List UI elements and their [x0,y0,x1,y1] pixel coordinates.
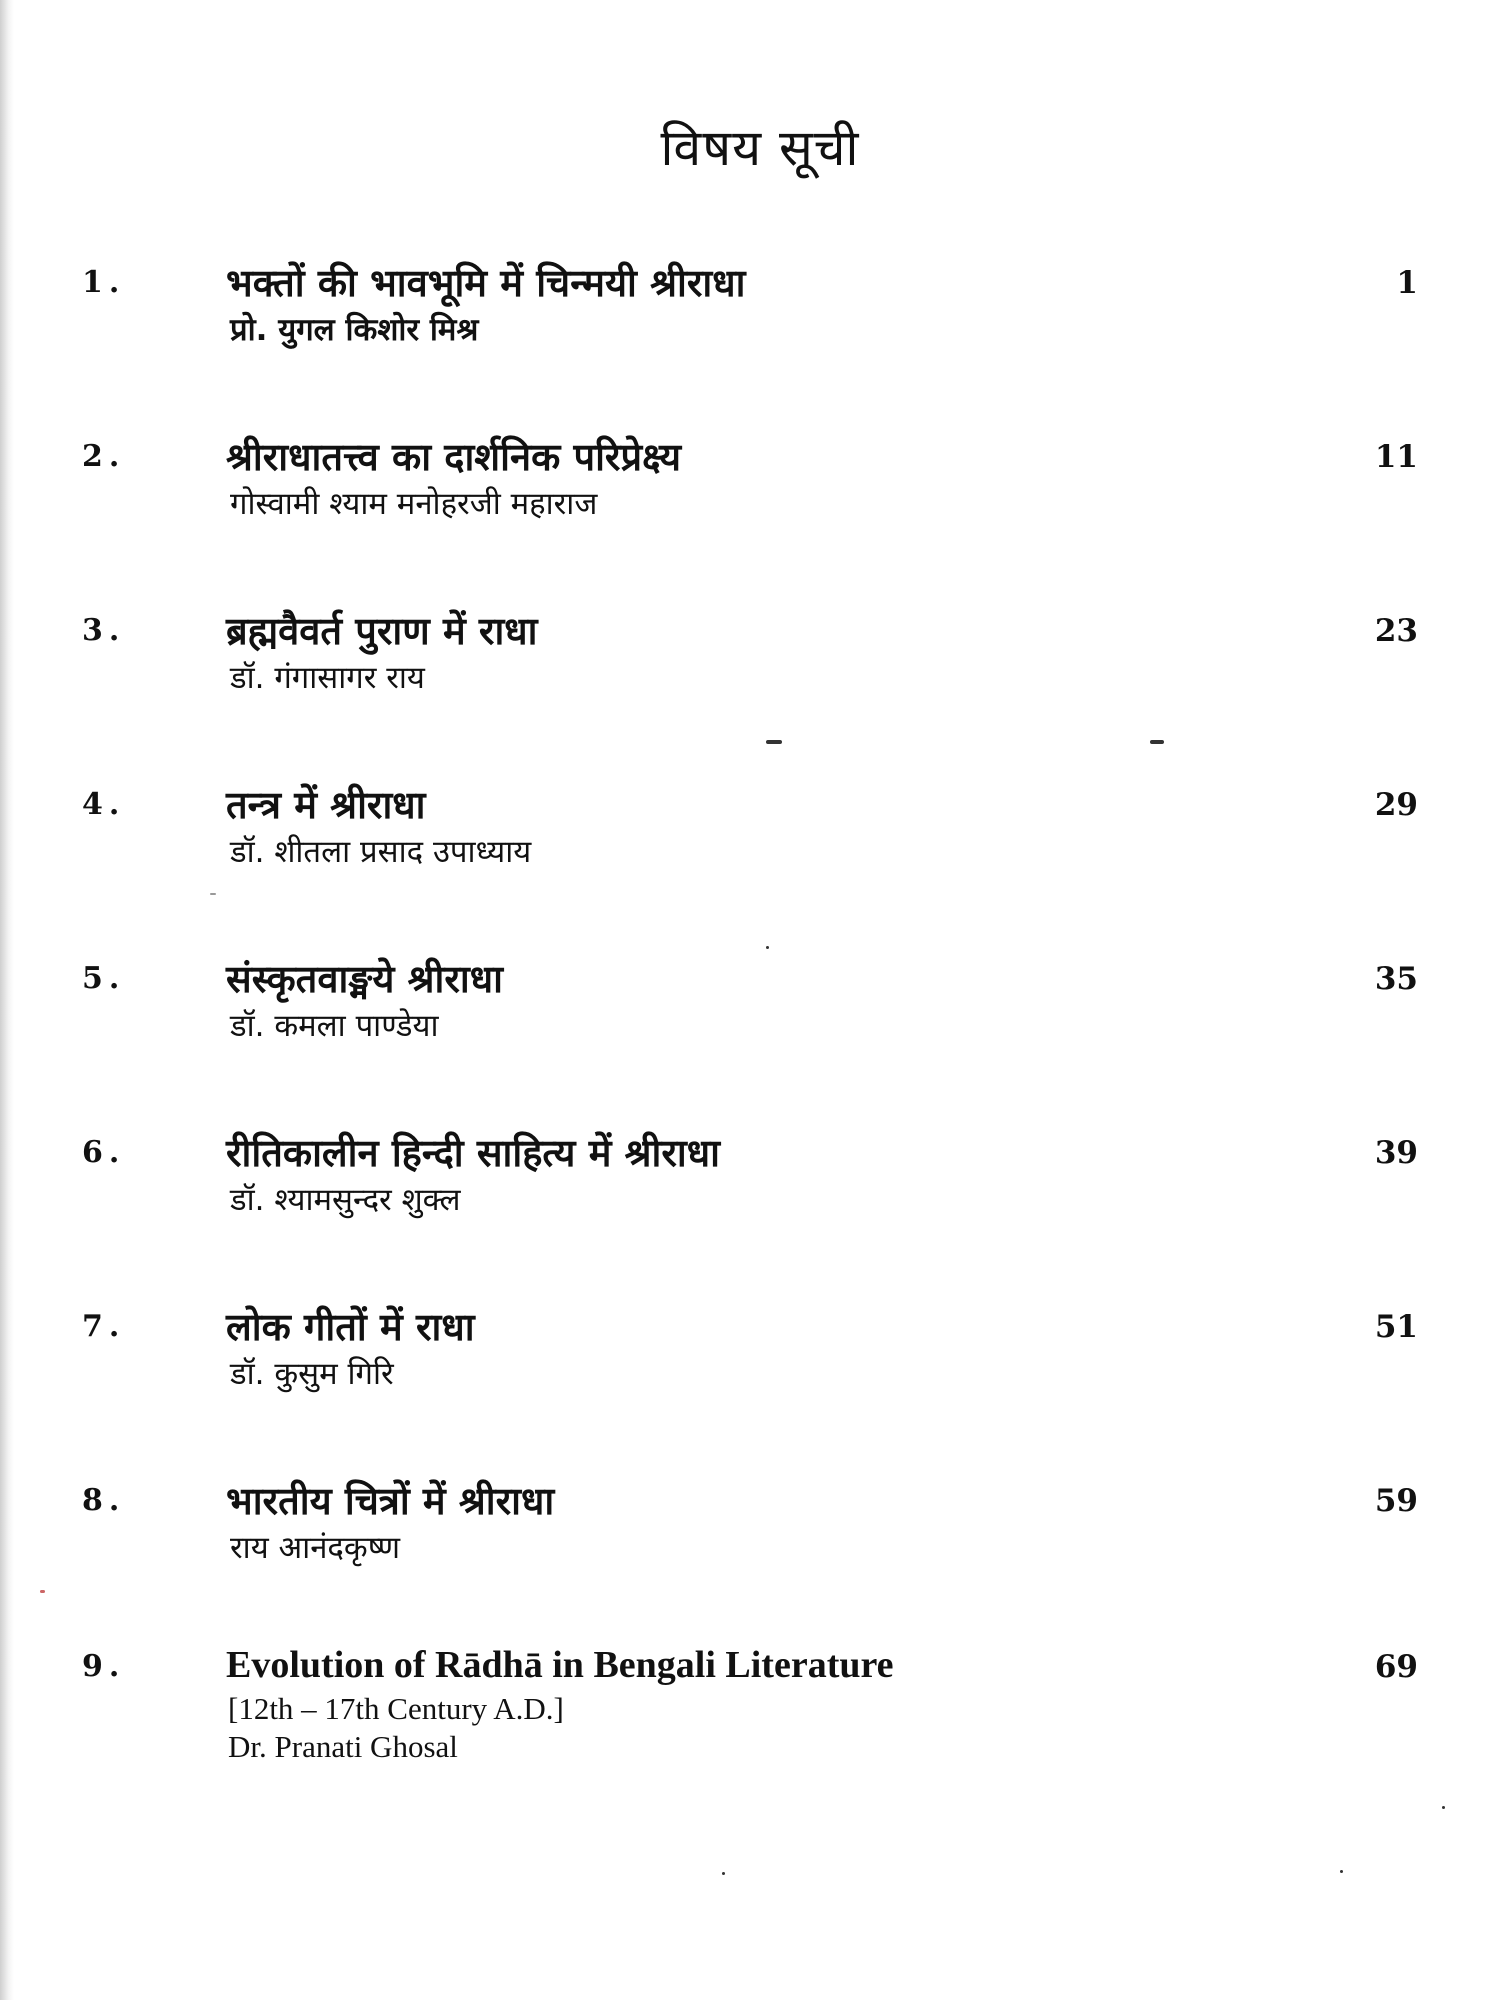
page-title: विषय सूची [660,119,860,177]
entry-title: तन्त्र में श्रीराधा [226,783,426,827]
entry-author: डॉ. गंगासागर राय [230,660,425,696]
entry-number: 6. [82,1135,126,1170]
entry-page-number: 11 [1374,439,1418,475]
entry-number: 2. [82,439,126,474]
entry-page-number: 29 [1374,787,1418,823]
entry-number: 5. [82,961,126,996]
scan-page-edge [0,0,14,2000]
entry-author: Dr. Pranati Ghosal [228,1729,458,1764]
entry-author: डॉ. शीतला प्रसाद उपाध्याय [230,834,532,870]
entry-author: डॉ. कुसुम गिरि [230,1356,394,1392]
scan-speck [1340,1870,1343,1873]
entry-title: ब्रह्मवैवर्त पुराण में राधा [226,609,538,653]
scan-speck [210,893,216,895]
entry-title: Evolution of Rādhā in Bengali Literature [226,1644,894,1686]
entry-number: 9. [82,1649,126,1684]
entry-number: 4. [82,787,126,822]
entry-title: लोक गीतों में राधा [226,1305,475,1349]
entry-number: 8. [82,1483,126,1518]
entry-page-number: 23 [1374,613,1418,649]
entry-title: भारतीय चित्रों में श्रीराधा [226,1479,555,1523]
entry-title: रीतिकालीन हिन्दी साहित्य में श्रीराधा [226,1131,720,1175]
entry-page-number: 35 [1374,961,1418,997]
entry-page-number: 1 [1396,265,1418,301]
entry-page-number: 51 [1374,1309,1418,1345]
entry-title: श्रीराधातत्त्व का दार्शनिक परिप्रेक्ष्य [226,435,682,479]
scan-speck [1150,740,1164,744]
entry-author: डॉ. श्यामसुन्दर शुक्ल [230,1182,461,1218]
scan-speck [1442,1806,1445,1809]
scan-speck [40,1590,45,1593]
entry-page-number: 39 [1374,1135,1418,1171]
scan-speck [722,1872,725,1875]
entry-author: प्रो. युगल किशोर मिश्र [230,312,479,348]
entry-number: 1. [82,265,126,300]
entry-title: संस्कृतवाङ्मये श्रीराधा [226,957,503,1001]
entry-author: डॉ. कमला पाण्डेया [230,1008,439,1044]
entry-subtitle: [12th – 17th Century A.D.] [228,1691,564,1726]
entry-author: राय आनंदकृष्ण [230,1530,401,1566]
entry-number: 7. [82,1309,126,1344]
entry-number: 3. [82,613,126,648]
entry-title: भक्तों की भावभूमि में चिन्मयी श्रीराधा [226,261,746,305]
entry-author: गोस्वामी श्याम मनोहरजी महाराज [230,486,598,522]
scan-speck [766,946,769,949]
entry-page-number: 69 [1374,1649,1418,1685]
scan-speck [766,740,782,744]
entry-page-number: 59 [1374,1483,1418,1519]
